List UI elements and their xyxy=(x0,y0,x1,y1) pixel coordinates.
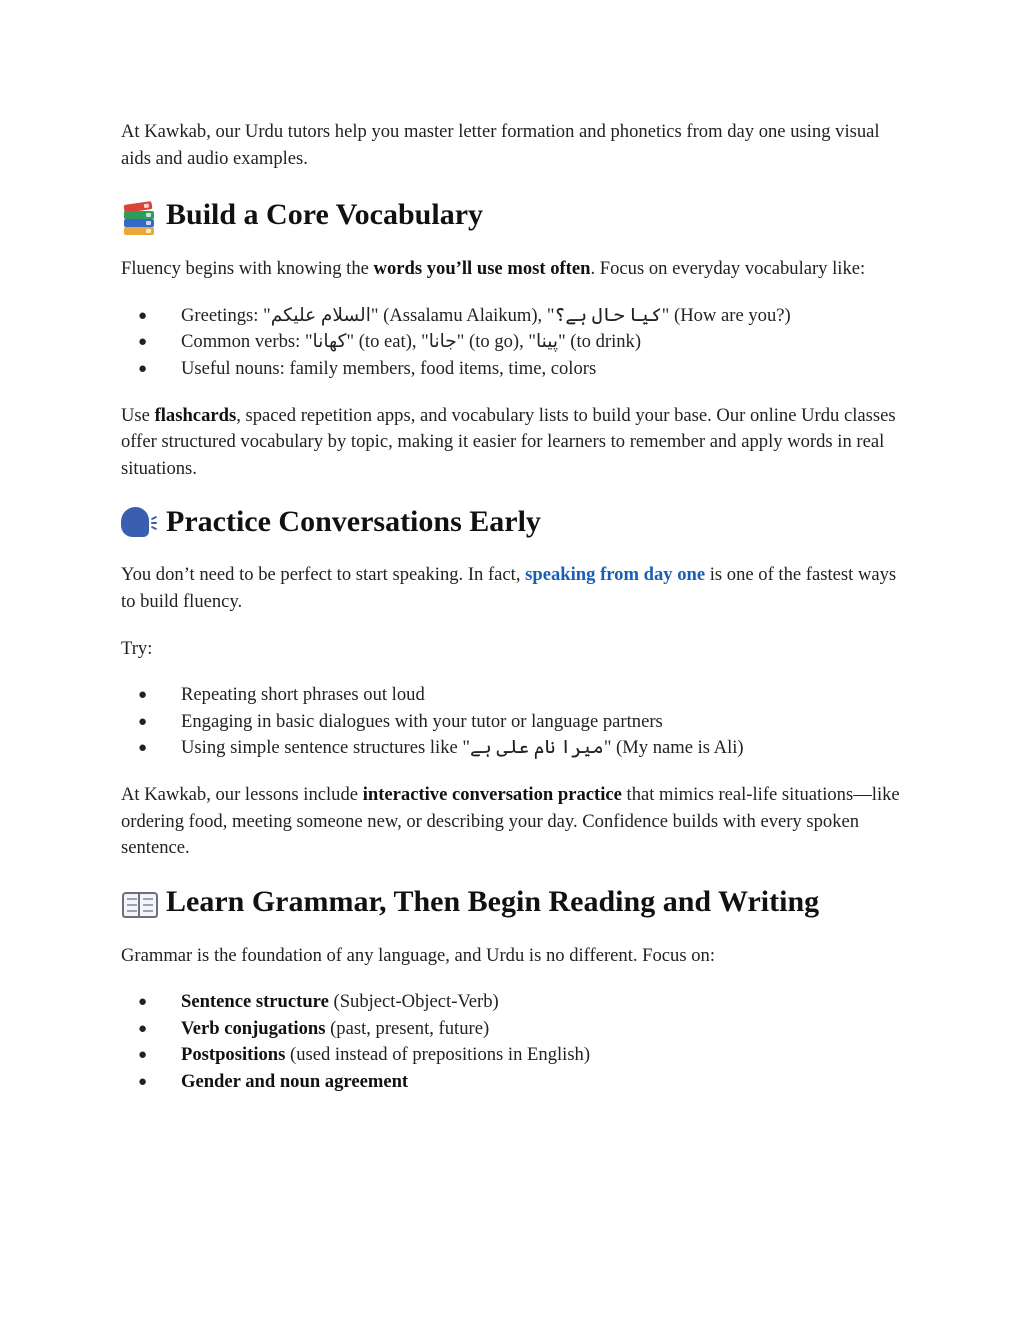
open-book-icon xyxy=(121,884,157,920)
list-item: ● Sentence structure (Subject-Object-Verb) xyxy=(138,991,499,1013)
list-item: ● Gender and noun agreement xyxy=(138,1071,409,1093)
document-page xyxy=(121,119,906,1096)
books-icon xyxy=(121,197,157,233)
emphasis-interactive-practice: interactive conversation practice xyxy=(362,783,622,805)
list-item: ● Common verbs: "کھانا" (to eat), "جانا" (to go), "پینا" (to drink) xyxy=(138,331,642,353)
try-label: Try: xyxy=(121,637,153,659)
heading-text: Build a Core Vocabulary xyxy=(166,198,484,232)
speaking-from-day-one-link[interactable]: speaking from day one xyxy=(525,564,706,586)
vocab-intro-paragraph: Fluency begins with knowing the words you’ll use most often. Focus on everyday vocabulary like: xyxy=(121,258,866,280)
heading-learn-grammar xyxy=(121,882,906,922)
list-item: ● Verb conjugations (past, present, future) xyxy=(138,1017,490,1039)
vocab-list xyxy=(121,303,906,383)
conv-intro-paragraph: You don’t need to be perfect to start speaking. In fact, speaking from day one is one of the fastest ways to build fluency. xyxy=(121,564,897,612)
list-item: ● Greetings: "السلام علیکم" (Assalamu Alaikum), "کیا حال ہے؟" (How are you?) xyxy=(138,304,791,326)
heading-text: Practice Conversations Early xyxy=(166,505,541,539)
heading-practice-conversations xyxy=(121,502,906,542)
list-item: ● Repeating short phrases out loud xyxy=(138,684,425,706)
emphasis-words-most-often: words you’ll use most often xyxy=(373,258,591,280)
conv-list xyxy=(121,682,906,762)
heading-text: Learn Grammar, Then Begin Reading and Writing xyxy=(166,884,820,918)
list-item: ● Useful nouns: family members, food items, time, colors xyxy=(138,357,597,379)
speaking-head-icon xyxy=(121,504,157,540)
grammar-list xyxy=(121,989,906,1095)
heading-build-core-vocabulary xyxy=(121,195,906,235)
list-item: ● Engaging in basic dialogues with your tutor or language partners xyxy=(138,710,663,732)
conv-lessons-paragraph: At Kawkab, our lessons include interactive conversation practice that mimics real-life situations—like ordering food, meeting someone new, or describing your day. Confidence builds with every spoken sentence. xyxy=(121,783,900,859)
vocab-flashcards-paragraph: Use flashcards, spaced repetition apps, and vocabulary lists to build your base. Our online Urdu classes offer structured vocabulary by topic, making it easier for learners to remember and apply words in real situations. xyxy=(121,404,896,479)
list-item: ● Postpositions (used instead of prepositions in English) xyxy=(138,1044,591,1066)
emphasis-flashcards: flashcards xyxy=(154,404,237,426)
grammar-intro-paragraph: Grammar is the foundation of any language, and Urdu is no different. Focus on: xyxy=(121,944,716,966)
list-item: ● Using simple sentence structures like "میرا نام علی ہے" (My name is Ali) xyxy=(138,737,744,759)
intro-paragraph: At Kawkab, our Urdu tutors help you master letter formation and phonetics from day one using visual aids and audio examples. xyxy=(121,121,880,169)
